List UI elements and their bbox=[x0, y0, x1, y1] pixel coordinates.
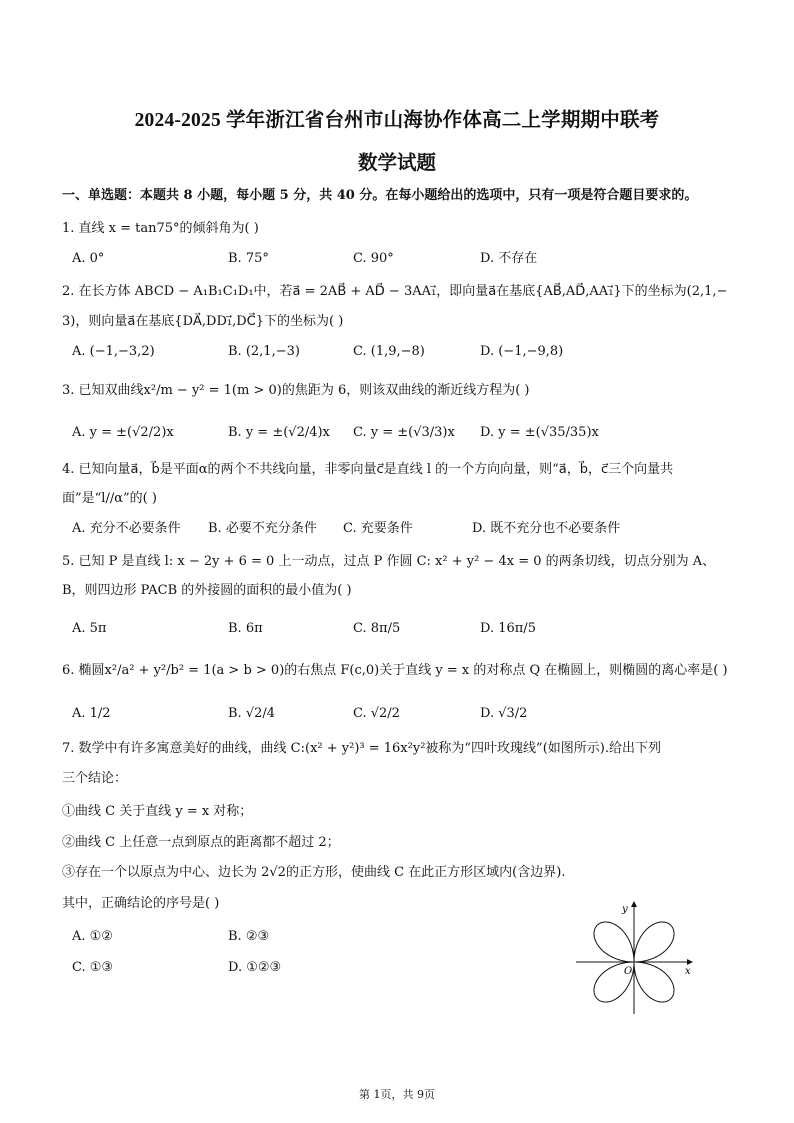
option-c: C. 充要条件 bbox=[343, 521, 413, 536]
option-c: C. 8π/5 bbox=[353, 621, 401, 636]
question-stem: 3. 已知双曲线x²/m − y² = 1(m > 0)的焦距为 6，则该双曲线的渐近线方程为( ) bbox=[62, 383, 530, 398]
section-heading: 一、单选题：本题共 8 小题，每小题 5 分，共 40 分。在每小题给出的选项中，只有一项是符合题目要求的。 bbox=[62, 188, 698, 203]
option-a: A. 1/2 bbox=[72, 706, 111, 721]
option-c: C. 90° bbox=[353, 251, 394, 266]
four-leaf-rose-figure bbox=[572, 898, 702, 1016]
option-a: A. 充分不必要条件 bbox=[72, 521, 181, 536]
option-b: B. 6π bbox=[228, 621, 263, 636]
option-d: D. 16π/5 bbox=[480, 621, 536, 636]
option-c: C. y = ±(√3/3)x bbox=[353, 425, 455, 440]
option-c: C. (1,9,−8) bbox=[353, 344, 425, 359]
question-stem: 其中，正确结论的序号是( ) bbox=[62, 896, 220, 911]
x-axis-label: x bbox=[685, 966, 691, 977]
question-stem: 7. 数学中有许多寓意美好的曲线，曲线 C:(x² + y²)³ = 16x²y²被称为“四叶玫瑰线”(如图所示).给出下列 bbox=[62, 741, 661, 756]
option-b: B. (2,1,−3) bbox=[228, 344, 300, 359]
question-stem: 三个结论： bbox=[62, 771, 128, 786]
exam-subtitle: 数学试题 bbox=[357, 153, 436, 174]
option-d: D. √3/2 bbox=[480, 706, 528, 721]
question-stem: B，则四边形 PACB 的外接圆的面积的最小值为( ) bbox=[62, 583, 352, 598]
option-d: D. 既不充分也不必要条件 bbox=[472, 521, 621, 536]
option-b: B. ②③ bbox=[228, 929, 270, 944]
option-a: A. 5π bbox=[72, 621, 107, 636]
option-d: D. ①②③ bbox=[228, 960, 282, 975]
origin-label: O bbox=[624, 966, 633, 977]
question-stem: 6. 椭圆x²/a² + y²/b² = 1(a > b > 0)的右焦点 F(c,0)关于直线 y = x 的对称点 Q 在椭圆上，则椭圆的离心率是( ) bbox=[62, 663, 728, 678]
option-c: C. ①③ bbox=[72, 960, 114, 975]
option-b: B. 75° bbox=[228, 251, 269, 266]
option-b: B. √2/4 bbox=[228, 706, 276, 721]
question-stem: 4. 已知向量a⃗，b⃗是平面α的两个不共线向量，非零向量c⃗是直线 l 的一个方向向量，则“a⃗，b⃗，c⃗三个向量共 bbox=[62, 462, 674, 477]
option-a: A. 0° bbox=[72, 251, 105, 266]
exam-title: 2024-2025 学年浙江省台州市山海协作体高二上学期期中联考 bbox=[134, 110, 660, 131]
conclusion-1: ①曲线 C 关于直线 y = x 对称； bbox=[62, 804, 253, 819]
option-a: A. ①② bbox=[72, 929, 113, 944]
question-stem: 3)，则向量a⃗在基底{DA⃗,DD₁⃗,DC⃗}下的坐标为( ) bbox=[62, 314, 344, 329]
conclusion-3: ③存在一个以原点为中心、边长为 2√2的正方形，使曲线 C 在此正方形区域内(含边界). bbox=[62, 865, 566, 880]
option-d: D. (−1,−9,8) bbox=[480, 344, 564, 359]
option-a: A. (−1,−3,2) bbox=[72, 344, 155, 359]
option-c: C. √2/2 bbox=[353, 706, 400, 721]
option-d: D. 不存在 bbox=[480, 251, 538, 266]
question-stem: 1. 直线 x = tan75°的倾斜角为( ) bbox=[62, 221, 259, 236]
question-stem: 5. 已知 P 是直线 l: x − 2y + 6 = 0 上一动点，过点 P 作圆 C: x² + y² − 4x = 0 的两条切线，切点分别为 A、 bbox=[62, 554, 716, 569]
option-d: D. y = ±(√35/35)x bbox=[480, 425, 599, 440]
question-stem: 面”是“l//α”的( ) bbox=[62, 491, 157, 506]
y-axis-label: y bbox=[622, 904, 628, 915]
question-stem: 2. 在长方体 ABCD − A₁B₁C₁D₁中，若a⃗ = 2AB⃗ + AD⃗ − 3AA₁⃗，即向量a⃗在基底{AB⃗,AD⃗,AA₁⃗}下的坐标为(2,1,− bbox=[62, 284, 728, 299]
page-footer: 第 1页，共 9页 bbox=[359, 1088, 435, 1101]
option-b: B. y = ±(√2/4)x bbox=[228, 425, 330, 440]
option-b: B. 必要不充分条件 bbox=[208, 521, 317, 536]
option-a: A. y = ±(√2/2)x bbox=[72, 425, 174, 440]
conclusion-2: ②曲线 C 上任意一点到原点的距离都不超过 2； bbox=[62, 835, 340, 850]
